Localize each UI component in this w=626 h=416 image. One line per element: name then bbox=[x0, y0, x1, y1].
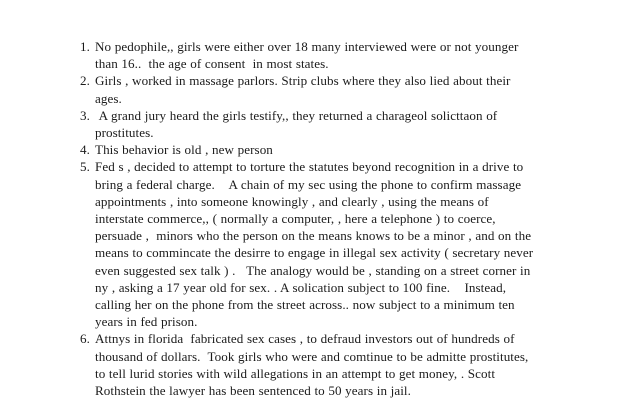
list-item bbox=[0, 38, 626, 72]
list-item-number: 5. bbox=[80, 159, 90, 175]
list-item bbox=[0, 141, 626, 158]
list-item bbox=[0, 107, 626, 141]
numbered-list bbox=[0, 38, 626, 399]
list-item-text: No pedophile,, girls were either over 18 many interviewed were or not younger than 16.. the age of consent in most states. bbox=[95, 39, 523, 72]
list-item bbox=[0, 330, 626, 399]
list-item-text: Fed s , decided to attempt to torture the statutes beyond recognition in a drive to bring a federal charge. A chain of my sec using the phone to confirm massage appointments , into someone knowingly , and clearly , using the means of interstate commerce,, ( normally a computer, , here a telephone ) to coerce, persuade , minors who the person on the means knows to be a minor , and on the means to commincate the desirre to engage in illegal sex activity ( secretary never even suggested sex talk ) . The analogy would be , standing on a street corner in ny , asking a 17 year old for sex. . A solication subject to 100 fine. Instead, calling her on the phone from the street across.. now subject to a minimum ten years in fed prison. bbox=[95, 159, 537, 330]
list-item-number: 2. bbox=[80, 73, 90, 89]
list-item-text: This behavior is old , new person bbox=[95, 142, 273, 158]
document-body bbox=[0, 38, 626, 399]
list-item-text: Attnys in florida fabricated sex cases , to defraud investors out of hundreds of thousand of dollars. Took girls who were and comtinue to be admitte prostitutes, to tell lurid stories with wild allegations in an attempt to get money, . Scott Rothstein the lawyer has been sentenced to 50 years in jail. bbox=[95, 331, 532, 399]
list-item-number: 4. bbox=[80, 142, 90, 158]
list-item-number: 1. bbox=[80, 39, 90, 54]
list-item-number: 3. bbox=[80, 107, 90, 123]
list-item-text: Girls , worked in massage parlors. Strip clubs where they also lied about their ages. bbox=[95, 73, 515, 106]
list-item-number: 6. bbox=[80, 331, 90, 347]
list-item-text: A grand jury heard the girls testify,, they returned a charageol solicttaon of prostitutes. bbox=[95, 107, 501, 141]
list-item bbox=[0, 72, 626, 106]
list-item bbox=[0, 158, 626, 330]
